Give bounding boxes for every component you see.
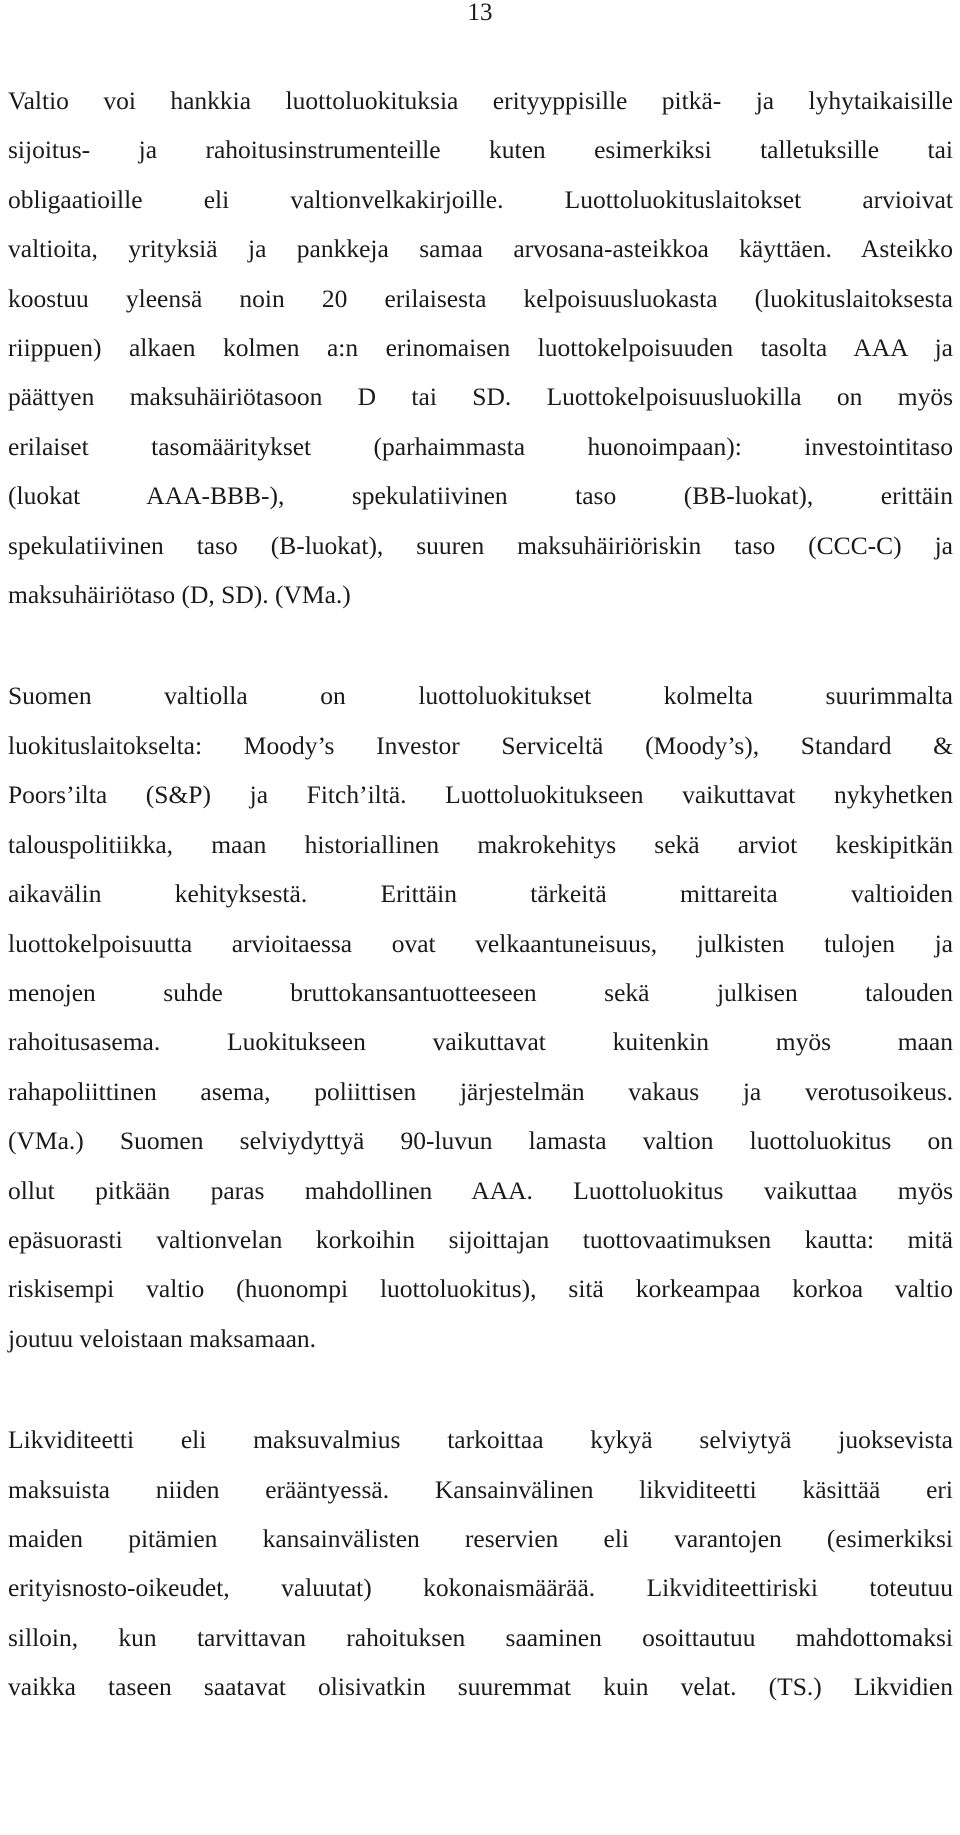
text-line: maksuhäiriötaso (D, SD). (VMa.) — [8, 580, 351, 610]
paragraph-spacer — [8, 619, 953, 671]
text-line: rahapoliittinen asema, poliittisen järjestelmän vakaus ja verotusoikeus. — [8, 1076, 953, 1106]
text-line: (luokat AAA-BBB-), spekulatiivinen taso (BB-luokat), erittäin — [8, 481, 953, 511]
text-line: riskisempi valtio (huonompi luottoluokitus), sitä korkeampaa korkoa valtio — [8, 1274, 953, 1304]
text-line: koostuu yleensä noin 20 erilaisesta kelpoisuusluokasta (luokituslaitoksesta — [8, 283, 953, 313]
text-line: ollut pitkään paras mahdollinen AAA. Luottoluokitus vaikuttaa myös — [8, 1175, 953, 1205]
paragraph-liquidity — [8, 1415, 953, 1711]
paragraph-credit-ratings — [8, 76, 953, 619]
text-line: luottokelpoisuutta arvioitaessa ovat velkaantuneisuus, julkisten tulojen ja — [8, 928, 953, 958]
paragraph-finland-ratings — [8, 671, 953, 1363]
text-line: Likviditeetti eli maksuvalmius tarkoittaa kykyä selviytyä juoksevista — [8, 1425, 953, 1455]
text-line: erilaiset tasomääritykset (parhaimmasta huonoimpaan): investointitaso — [8, 431, 953, 461]
text-line: maksuista niiden erääntyessä. Kansainvälinen likviditeetti käsittää eri — [8, 1474, 953, 1504]
document-body — [8, 76, 953, 1712]
text-line: joutuu veloistaan maksamaan. — [8, 1323, 317, 1353]
text-line: erityisnosto-oikeudet, valuutat) kokonaismäärää. Likviditeettiriski toteutuu — [8, 1573, 953, 1603]
text-line: silloin, kun tarvittavan rahoituksen saaminen osoittautuu mahdottomaksi — [8, 1622, 953, 1652]
page-number: 13 — [467, 0, 493, 26]
text-line: (VMa.) Suomen selviydyttyä 90-luvun lamasta valtion luottoluokitus on — [8, 1126, 953, 1156]
text-line: obligaatioille eli valtionvelkakirjoille. Luottoluokituslaitokset arvioivat — [8, 184, 953, 214]
text-line: Poors’ilta (S&P) ja Fitch’iltä. Luottoluokitukseen vaikuttavat nykyhetken — [8, 780, 953, 810]
text-line: talouspolitiikka, maan historiallinen makrokehitys sekä arviot keskipitkän — [8, 829, 953, 859]
text-line: valtioita, yrityksiä ja pankkeja samaa arvosana-asteikkoa käyttäen. Asteikko — [8, 234, 953, 264]
paragraph-spacer — [8, 1363, 953, 1415]
text-line: rahoitusasema. Luokitukseen vaikuttavat kuitenkin myös maan — [8, 1027, 953, 1057]
text-line: Valtio voi hankkia luottoluokituksia erityyppisille pitkä- ja lyhytaikaisille — [8, 86, 953, 115]
text-line: spekulatiivinen taso (B-luokat), suuren maksuhäiriöriskin taso (CCC-C) ja — [8, 530, 953, 560]
text-line: Suomen valtiolla on luottoluokitukset kolmelta suurimmalta — [8, 681, 953, 711]
text-line: aikavälin kehityksestä. Erittäin tärkeitä mittareita valtioiden — [8, 879, 953, 909]
text-line: riippuen) alkaen kolmen a:n erinomaisen luottokelpoisuuden tasolta AAA ja — [8, 333, 953, 363]
text-line: menojen suhde bruttokansantuotteeseen sekä julkisen talouden — [8, 977, 953, 1007]
text-line: sijoitus- ja rahoitusinstrumenteille kuten esimerkiksi talletuksille tai — [8, 135, 953, 165]
text-line: päättyen maksuhäiriötasoon D tai SD. Luottokelpoisuusluokilla on myös — [8, 382, 953, 412]
text-line: luokituslaitokselta: Moody’s Investor Serviceltä (Moody’s), Standard & — [8, 730, 953, 760]
text-line: epäsuorasti valtionvelan korkoihin sijoittajan tuottovaatimuksen kautta: mitä — [8, 1224, 953, 1254]
text-line: vaikka taseen saatavat olisivatkin suuremmat kuin velat. (TS.) Likvidien — [8, 1672, 953, 1702]
text-line: maiden pitämien kansainvälisten reservien eli varantojen (esimerkiksi — [8, 1523, 953, 1553]
